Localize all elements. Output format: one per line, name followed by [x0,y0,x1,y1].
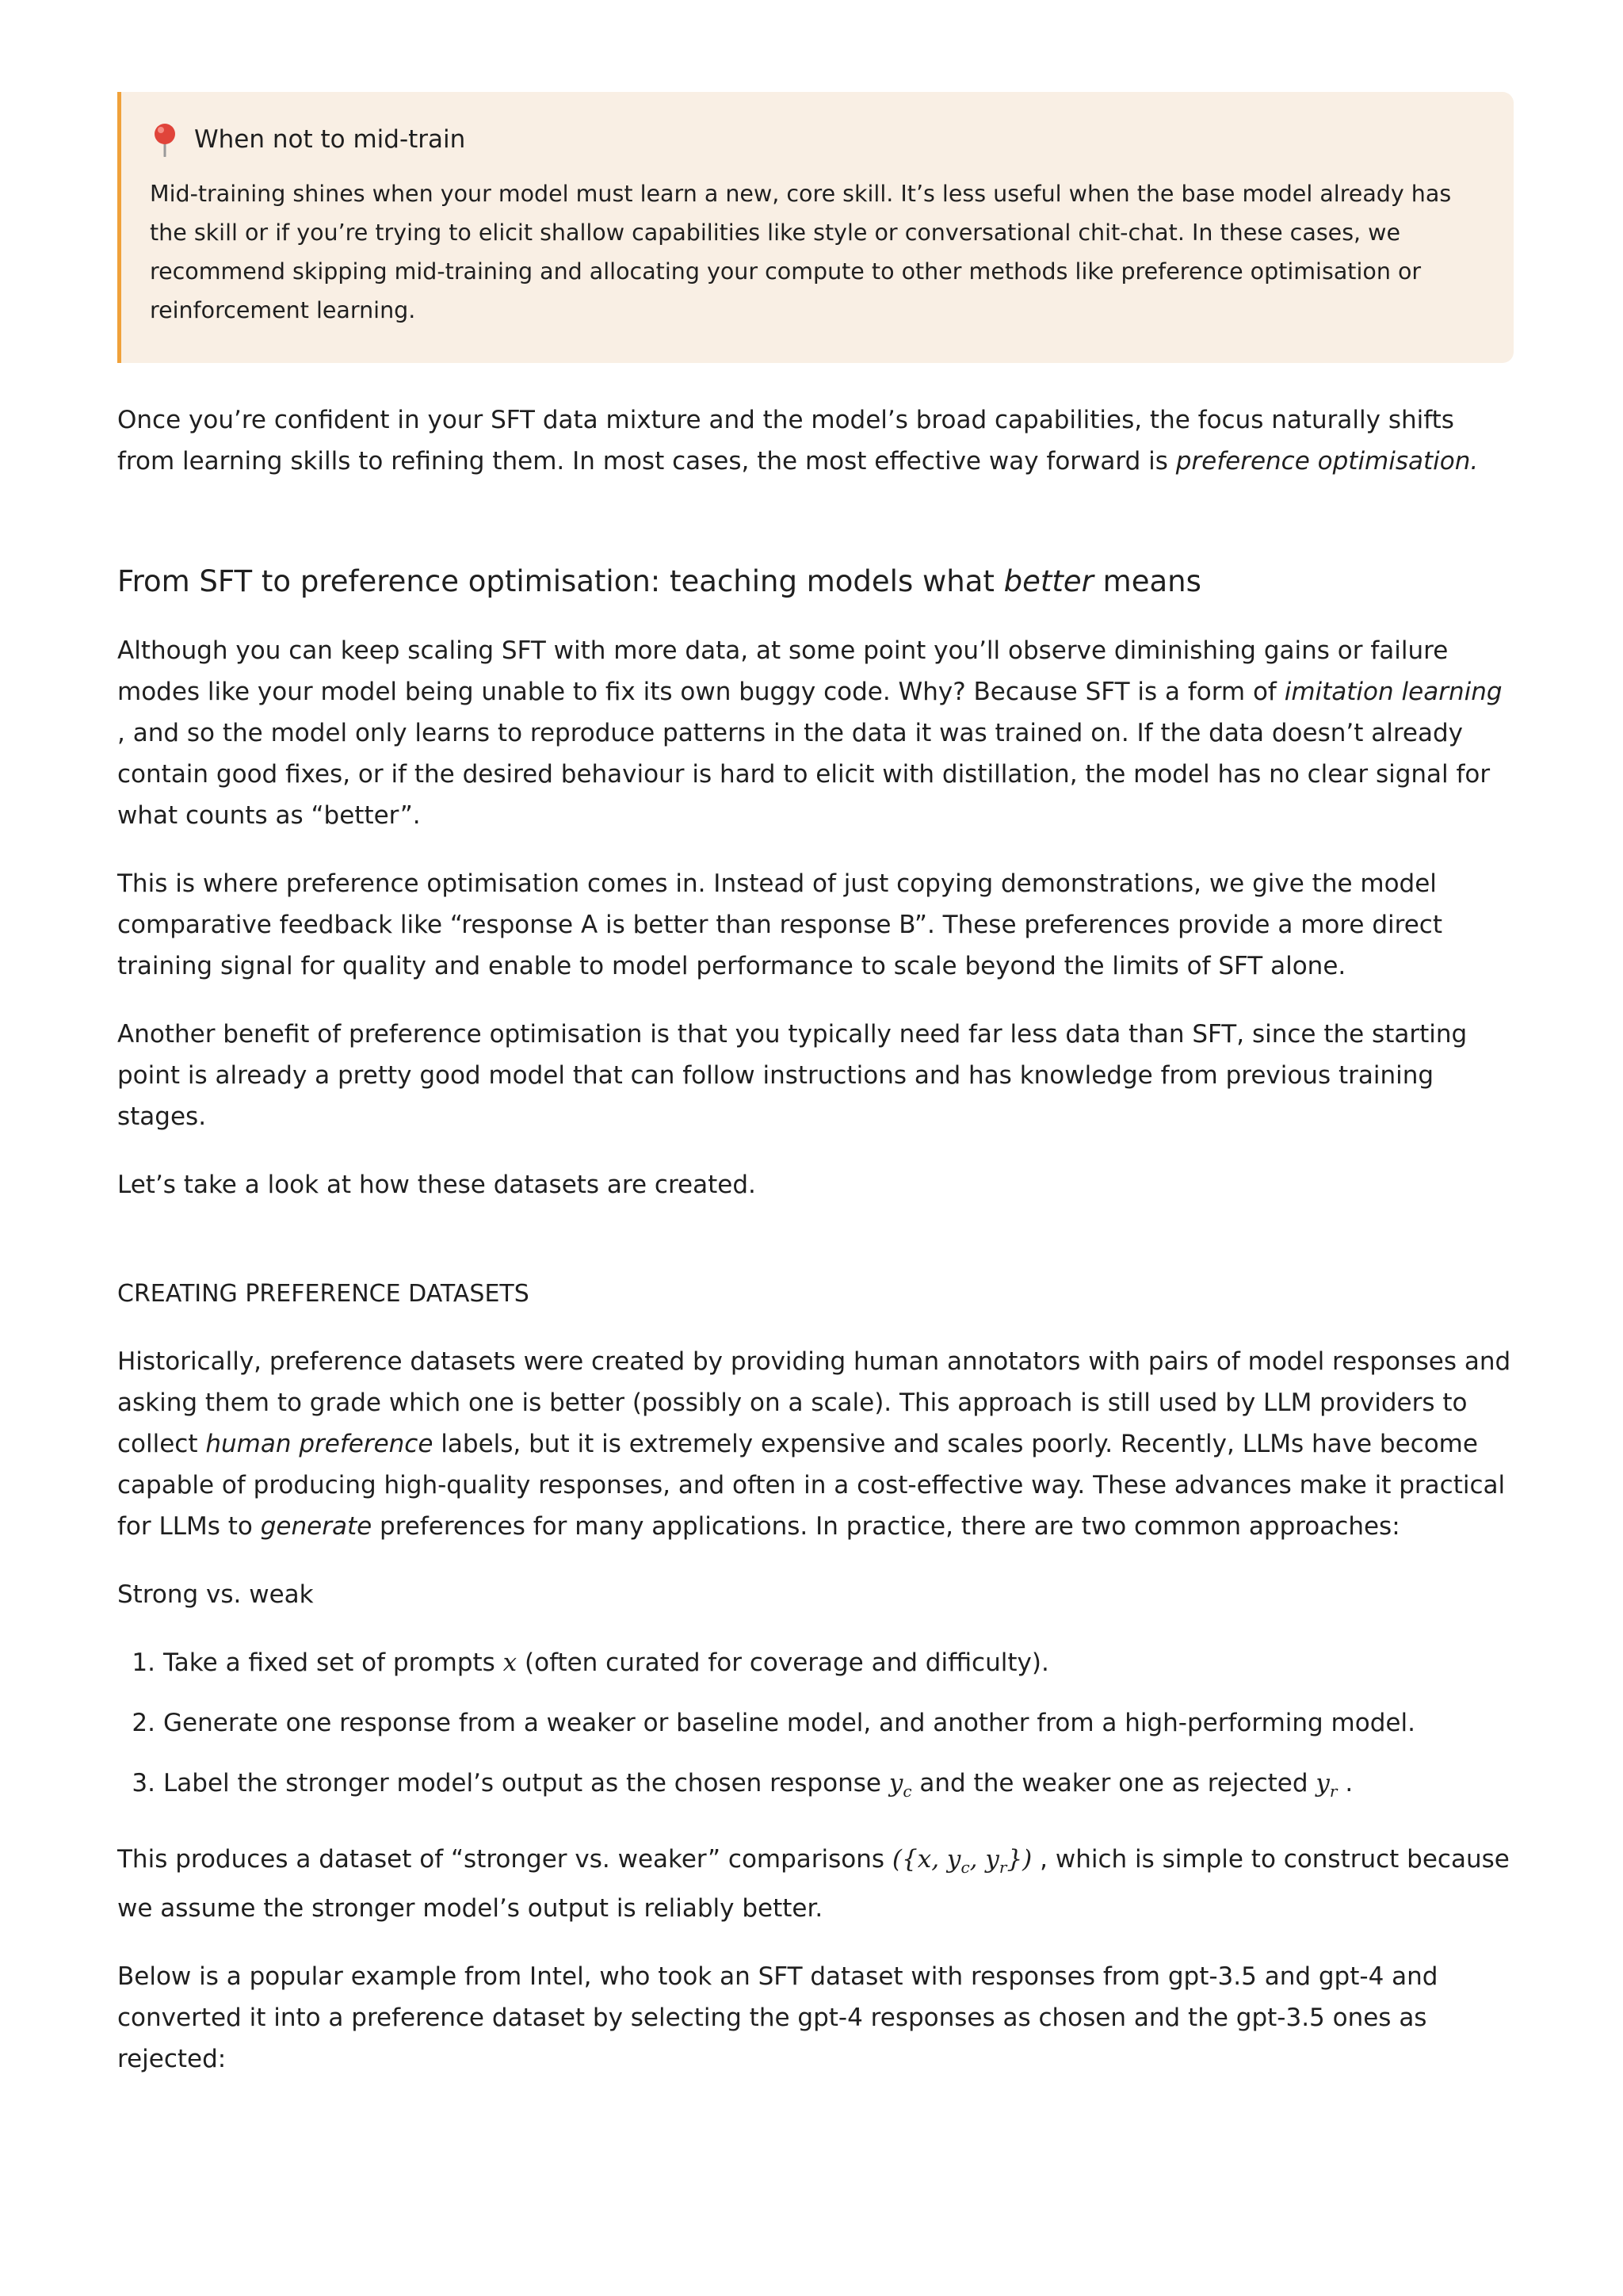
callout-title: When not to mid-train [194,125,466,154]
section-paragraph-1: Although you can keep scaling SFT with more data, at some point you’ll observe diminishing gains or failure modes like your model being unable to fix its own buggy code. Why? Because SFT is a form of imitation learning , and so the model only learns to reproduce patterns in the data it was trained on. If the data doesn’t already contain good fixes, or if the desired behaviour is hard to elicit with distillation, the model has no clear signal for what counts as “better”. [117,636,1503,830]
section-paragraph-2: This is where preference optimisation comes in. Instead of just copying demonstrations, we give the model comparative feedback like “response A is better than response B”. These preferences provide a more direct training signal for quality and enable to model performance to scale beyond the limits of SFT alone. [117,869,1442,980]
subsection-heading: CREATING PREFERENCE DATASETS [117,1280,529,1308]
callout-header [150,122,1476,157]
intro-emphasis: preference optimisation. [1175,447,1479,476]
callout-box [117,92,1514,363]
approach-label: Strong vs. weak [117,1580,314,1609]
steps-list [117,1642,1514,1812]
pushpin-icon [150,122,180,157]
intro-paragraph: Once you’re confident in your SFT data mixture and the model’s broad capabilities, the focus naturally shifts from learning skills to refining them. In most cases, the most effective way forward is preference optimisation. [117,406,1479,476]
list-item: 2. Generate one response from a weaker or baseline model, and another from a high-performing model. [132,1709,1415,1737]
article-content [117,92,1514,2107]
list-item: 1. Take a fixed set of prompts x (often curated for coverage and difficulty). [132,1648,1049,1677]
section-paragraph-4: Let’s take a look at how these datasets are created. [117,1171,756,1199]
list-item: 3. Label the stronger model’s output as the chosen response $y_c$ and the weaker one as rejected $y_r$ . [132,1769,1354,1801]
section-heading: From SFT to preference optimisation: teaching models what better means [117,564,1201,598]
section-paragraph-3: Another benefit of preference optimisation is that you typically need far less data than SFT, since the starting point is already a pretty good model that can follow instructions and has knowledge from previous training stages. [117,1020,1468,1131]
subsection-paragraph-2: This produces a dataset of “stronger vs. weaker” comparisons ({x, $y_c$, $y_r$}) , which is simple to construct because we assume the stronger model’s output is reliably better. [117,1845,1510,1924]
subsection-paragraph-1: Historically, preference datasets were created by providing human annotators with pairs of model responses and asking them to grade which one is better (possibly on a scale). This approach is still used by LLM providers to collect human preference labels, but it is extremely expensive and scales poorly. Recently, LLMs have become capable of producing high-quality responses, and often in a cost-effective way. These advances make it practical for LLMs to generate preferences for many applications. In practice, there are two common approaches: [117,1347,1511,1541]
callout-body: Mid-training shines when your model must learn a new, core skill. It’s less useful when the base model already has the skill or if you’re trying to elicit shallow capabilities like style or conversational chit-chat. In these cases, we recommend skipping mid-training and allocating your compute to other methods like preference optimisation or reinforcement learning. [150,181,1452,323]
subsection-paragraph-3: Below is a popular example from Intel, who took an SFT dataset with responses from gpt-3.5 and gpt-4 and converted it into a preference dataset by selecting the gpt-4 responses as chosen and the gpt-3.5 ones as rejected: [117,1962,1438,2074]
